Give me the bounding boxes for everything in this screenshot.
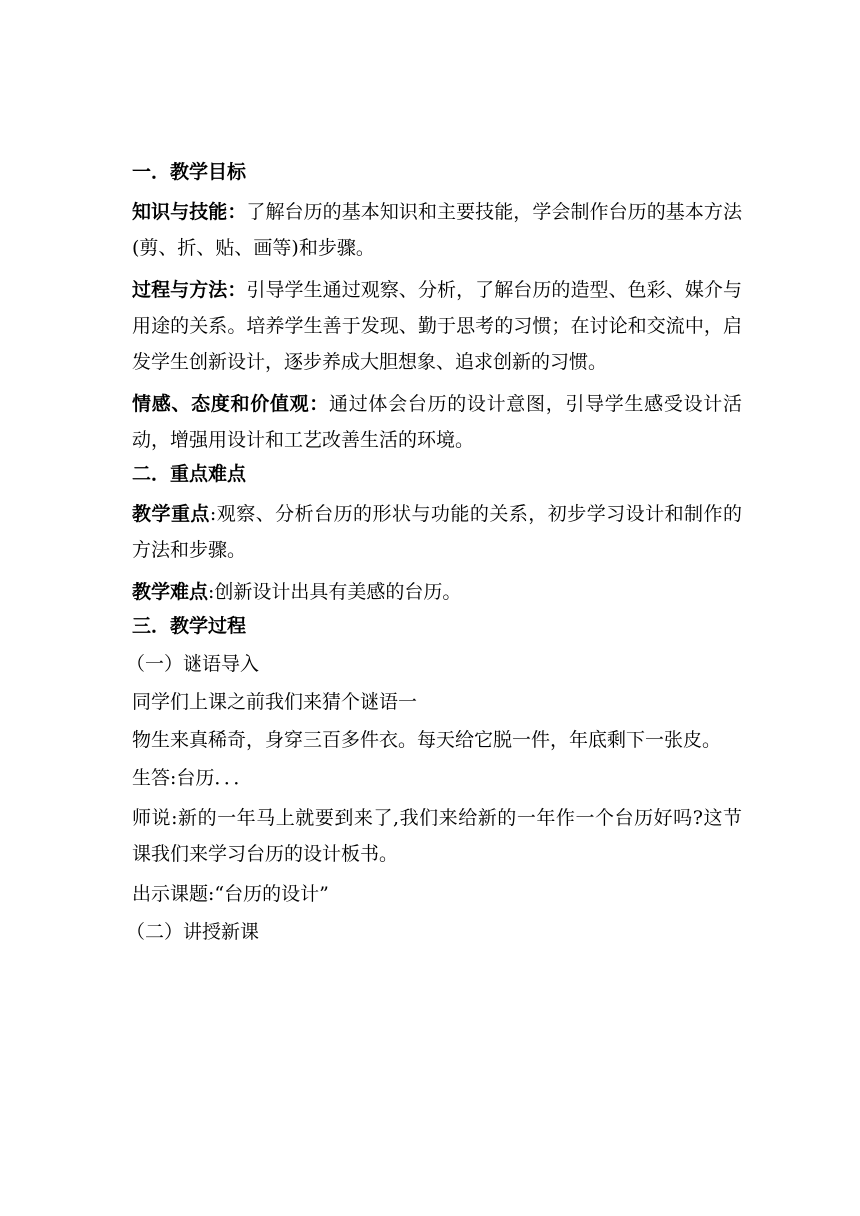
goal-knowledge-label: 知识与技能：	[132, 201, 247, 223]
difficult-point-label: 教学难点	[132, 581, 209, 603]
key-point-text: :观察、分析台历的形状与功能的关系，初步学习设计和制作的方法和步骤。	[132, 503, 742, 561]
goal-process-paragraph	[132, 272, 742, 380]
goal-emotion-paragraph	[132, 386, 742, 458]
heading-teaching-goals: 一．教学目标	[132, 161, 247, 183]
heading-key-difficult-points: 二．重点难点	[132, 463, 247, 485]
key-point-label: 教学重点	[132, 503, 210, 525]
show-topic-line: 出示课题:“台历的设计”	[132, 883, 329, 905]
goal-process-text: 引导学生通过观察、分析，了解台历的造型、色彩、媒介与用途的关系。培养学生善于发现、勤于思考的习惯；在讨论和交流中，启发学生创新设计，逐步养成大胆想象、追求创新的习惯。	[132, 279, 742, 373]
section-riddle-intro-title: （一）谜语导入	[126, 653, 260, 675]
goal-process-label: 过程与方法：	[132, 279, 247, 301]
student-answer-line: 生答:台历．．．	[132, 767, 253, 789]
section-new-lesson-title: （二）讲授新课	[126, 921, 260, 943]
difficult-point-text: :创新设计出具有美感的台历。	[208, 581, 462, 603]
riddle-intro-line: 同学们上课之前我们来猜个谜语一	[132, 691, 418, 713]
goal-knowledge-text: 了解台历的基本知识和主要技能，学会制作台历的基本方法(剪、折、贴、画等)和步骤。	[132, 201, 742, 259]
difficult-point-paragraph	[132, 574, 742, 610]
goal-emotion-text: 通过体会台历的设计意图，引导学生感受设计活动，增强用设计和工艺改善生活的环境。	[132, 393, 742, 451]
riddle-text-line: 物生来真稀奇，身穿三百多件衣。每天给它脱一件，年底剩下一张皮。	[132, 729, 722, 751]
teacher-says-paragraph: 师说:新的一年马上就要到来了,我们来给新的一年作一个台历好吗?这节课我们来学习台历的设计板书。	[132, 807, 742, 865]
heading-teaching-process: 三．教学过程	[132, 615, 247, 637]
key-point-paragraph	[132, 496, 742, 568]
document-body	[126, 156, 742, 948]
goal-knowledge-paragraph	[132, 194, 742, 266]
goal-emotion-label: 情感、态度和价值观：	[132, 393, 329, 415]
